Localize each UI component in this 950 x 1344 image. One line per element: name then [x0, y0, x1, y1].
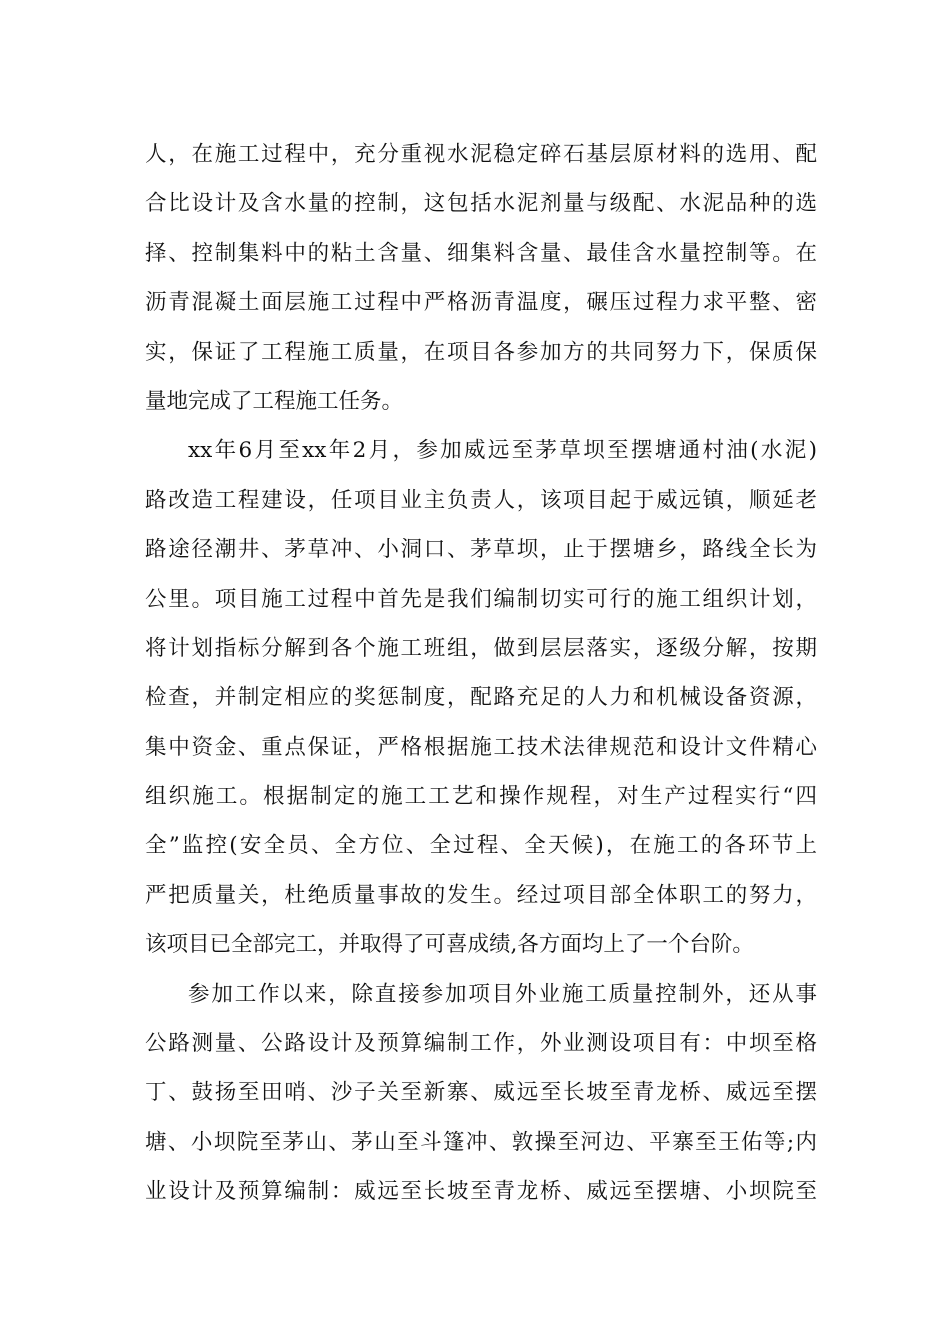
paragraph-2-line-3: 路途径潮井、茅草冲、小洞口、茅草坝，止于摆塘乡，路线全长为 [145, 537, 817, 563]
document-body [145, 130, 817, 1217]
paragraph-1-line-2: 合比设计及含水量的控制，这包括水泥剂量与级配、水泥品种的选 [145, 191, 817, 217]
paragraph-3-line-3: 丁、鼓扬至田哨、沙子关至新寨、威远至长坡至青龙桥、威远至摆 [145, 1080, 817, 1106]
paragraph-1-line-3: 择、控制集料中的粘土含量、细集料含量、最佳含水量控制等。在 [145, 240, 817, 266]
paragraph-2-line-8: 组织施工。根据制定的施工工艺和操作规程，对生产过程实行“四 [145, 784, 817, 810]
paragraph-2-line-10: 严把质量关，杜绝质量事故的发生。经过项目部全体职工的努力， [145, 882, 817, 908]
paragraph-1-line-1: 人，在施工过程中，充分重视水泥稳定碎石基层原材料的选用、配 [145, 142, 817, 167]
paragraph-3-line-2: 公路测量、公路设计及预算编制工作，外业测设项目有：中坝至格 [145, 1031, 817, 1057]
paragraph-2-line-9: 全”监控(安全员、全方位、全过程、全天候)，在施工的各环节上 [145, 833, 817, 859]
paragraph-3-line-1: 参加工作以来，除直接参加项目外业施工质量控制外，还从事 [188, 981, 817, 1007]
paragraph-2-line-4: 公里。项目施工过程中首先是我们编制切实可行的施工组织计划， [145, 586, 817, 612]
paragraph-3-line-5: 业设计及预算编制：威远至长坡至青龙桥、威远至摆塘、小坝院至 [145, 1179, 817, 1205]
paragraph-1-line-5: 实，保证了工程施工质量，在项目各参加方的共同努力下，保质保 [145, 339, 817, 365]
paragraph-2-line-11: 该项目已全部完工，并取得了可喜成绩,各方面均上了一个台阶。 [145, 932, 754, 958]
paragraph-2-line-6: 检查，并制定相应的奖惩制度，配路充足的人力和机械设备资源， [145, 685, 817, 711]
paragraph-2-line-1: xx年6月至xx年2月，参加威远至茅草坝至摆塘通村油(水泥) [188, 438, 817, 464]
paragraph-2-line-5: 将计划指标分解到各个施工班组，做到层层落实，逐级分解，按期 [145, 635, 817, 661]
paragraph-2-line-7: 集中资金、重点保证，严格根据施工技术法律规范和设计文件精心 [145, 734, 817, 760]
paragraph-1-line-6: 量地完成了工程施工任务。 [145, 388, 404, 414]
paragraph-3-line-4: 塘、小坝院至茅山、茅山至斗篷冲、敦操至河边、平寨至王佑等;内 [145, 1129, 817, 1155]
paragraph-1-line-4: 沥青混凝土面层施工过程中严格沥青温度，碾压过程力求平整、密 [145, 290, 817, 316]
paragraph-2-line-2: 路改造工程建设，任项目业主负责人，该项目起于威远镇，顺延老 [145, 487, 817, 513]
